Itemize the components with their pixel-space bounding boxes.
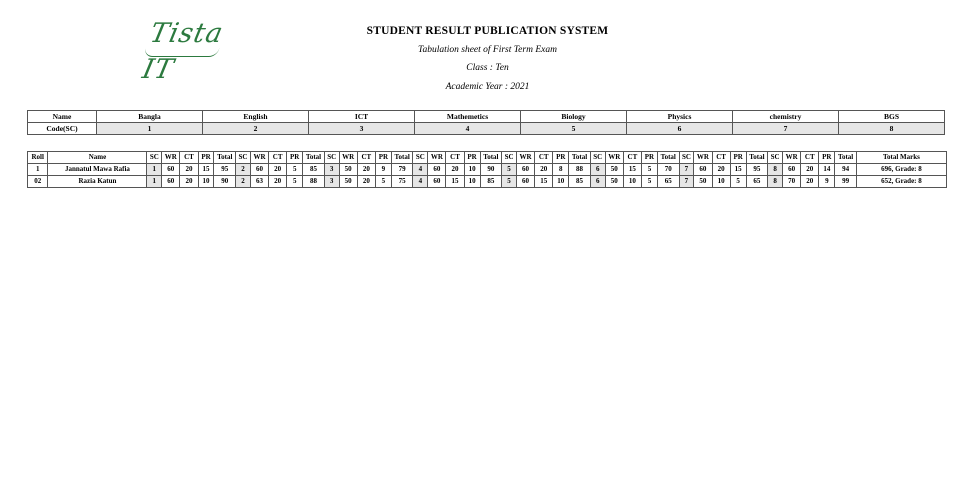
page-title: STUDENT RESULT PUBLICATION SYSTEM xyxy=(366,25,609,37)
mark-column-header: PR xyxy=(730,152,746,164)
mark-cell: 50 xyxy=(694,176,712,188)
mark-cell: 10 xyxy=(553,176,569,188)
mark-cell: 15 xyxy=(730,164,746,176)
mark-column-header: WR xyxy=(605,152,623,164)
mark-column-header: CT xyxy=(535,152,553,164)
subject-code-cell: 7 xyxy=(733,123,839,135)
mark-cell: 20 xyxy=(180,176,198,188)
subject-name-cell: chemistry xyxy=(733,111,839,123)
mark-cell: 15 xyxy=(198,164,214,176)
mark-cell: 85 xyxy=(569,176,591,188)
mark-cell: 70 xyxy=(657,164,679,176)
subject-name-cell: BGS xyxy=(839,111,945,123)
mark-cell: 15 xyxy=(535,176,553,188)
mark-cell: 9 xyxy=(375,164,391,176)
subject-code-mark-cell: 2 xyxy=(236,176,251,188)
mark-column-header: SC xyxy=(502,152,517,164)
subject-code-cell: 1 xyxy=(97,123,203,135)
mark-cell: 95 xyxy=(746,164,768,176)
mark-cell: 20 xyxy=(535,164,553,176)
mark-column-header: SC xyxy=(324,152,339,164)
subject-code-mark-cell: 2 xyxy=(236,164,251,176)
mark-column-header: SC xyxy=(768,152,783,164)
name-header: Name xyxy=(48,152,147,164)
mark-cell: 20 xyxy=(269,164,287,176)
student-name-cell: Razia Katun xyxy=(48,176,147,188)
mark-cell: 10 xyxy=(712,176,730,188)
subject-code-cell: 6 xyxy=(627,123,733,135)
mark-column-header: PR xyxy=(375,152,391,164)
mark-cell: 60 xyxy=(783,164,801,176)
mark-cell: 60 xyxy=(162,176,180,188)
mark-cell: 88 xyxy=(569,164,591,176)
mark-column-header: CT xyxy=(801,152,819,164)
mark-cell: 20 xyxy=(180,164,198,176)
subject-name-cell: ICT xyxy=(309,111,415,123)
subject-code-mark-cell: 6 xyxy=(590,164,605,176)
mark-cell: 60 xyxy=(428,164,446,176)
mark-column-header: PR xyxy=(464,152,480,164)
subject-code-mark-cell: 8 xyxy=(768,176,783,188)
subject-code-mark-cell: 4 xyxy=(413,164,428,176)
mark-cell: 90 xyxy=(214,176,236,188)
subject-name-cell: Biology xyxy=(521,111,627,123)
total-marks-cell: 696, Grade: 8 xyxy=(856,164,946,176)
subject-name-row xyxy=(28,111,945,123)
mark-cell: 20 xyxy=(446,164,464,176)
subject-code-mark-cell: 1 xyxy=(147,176,162,188)
mark-column-header: Total xyxy=(835,152,857,164)
mark-column-header: WR xyxy=(783,152,801,164)
mark-cell: 9 xyxy=(819,176,835,188)
mark-cell: 20 xyxy=(269,176,287,188)
table-row xyxy=(28,164,947,176)
mark-column-header: WR xyxy=(250,152,268,164)
mark-cell: 63 xyxy=(250,176,268,188)
mark-cell: 60 xyxy=(428,176,446,188)
mark-cell: 50 xyxy=(605,176,623,188)
subject-code-mark-cell: 5 xyxy=(502,176,517,188)
subject-name-cell: Physics xyxy=(627,111,733,123)
mark-column-header: PR xyxy=(819,152,835,164)
subject-code-mark-cell: 3 xyxy=(324,164,339,176)
mark-column-header: Total xyxy=(480,152,502,164)
mark-column-header: SC xyxy=(679,152,694,164)
results-header-row xyxy=(28,152,947,164)
mark-column-header: Total xyxy=(569,152,591,164)
mark-column-header: Total xyxy=(746,152,768,164)
mark-column-header: CT xyxy=(712,152,730,164)
mark-column-header: WR xyxy=(162,152,180,164)
mark-column-header: PR xyxy=(642,152,658,164)
mark-cell: 20 xyxy=(357,176,375,188)
mark-cell: 50 xyxy=(605,164,623,176)
total-marks-cell: 652, Grade: 8 xyxy=(856,176,946,188)
mark-column-header: SC xyxy=(236,152,251,164)
mark-column-header: Total xyxy=(214,152,236,164)
roll-cell: 02 xyxy=(28,176,48,188)
mark-cell: 88 xyxy=(303,176,325,188)
mark-column-header: PR xyxy=(287,152,303,164)
mark-column-header: SC xyxy=(413,152,428,164)
mark-cell: 60 xyxy=(250,164,268,176)
mark-cell: 90 xyxy=(480,164,502,176)
total-marks-header: Total Marks xyxy=(856,152,946,164)
subject-name-cell: Mathemetics xyxy=(415,111,521,123)
subject-code-cell: 3 xyxy=(309,123,415,135)
roll-cell: 1 xyxy=(28,164,48,176)
mark-cell: 60 xyxy=(516,164,534,176)
mark-cell: 70 xyxy=(783,176,801,188)
mark-cell: 15 xyxy=(446,176,464,188)
mark-cell: 20 xyxy=(712,164,730,176)
class-label: Class : Ten xyxy=(466,63,509,73)
mark-cell: 5 xyxy=(642,164,658,176)
mark-cell: 8 xyxy=(553,164,569,176)
mark-cell: 60 xyxy=(694,164,712,176)
mark-cell: 50 xyxy=(339,164,357,176)
subject-name-cell: English xyxy=(203,111,309,123)
mark-cell: 10 xyxy=(464,164,480,176)
subject-code-cell: 4 xyxy=(415,123,521,135)
mark-cell: 5 xyxy=(287,176,303,188)
mark-cell: 94 xyxy=(835,164,857,176)
mark-column-header: WR xyxy=(694,152,712,164)
mark-cell: 95 xyxy=(214,164,236,176)
mark-cell: 20 xyxy=(357,164,375,176)
mark-cell: 15 xyxy=(623,164,641,176)
mark-cell: 5 xyxy=(375,176,391,188)
mark-cell: 10 xyxy=(464,176,480,188)
mark-cell: 5 xyxy=(287,164,303,176)
mark-column-header: Total xyxy=(657,152,679,164)
mark-cell: 10 xyxy=(623,176,641,188)
subject-code-cell: 8 xyxy=(839,123,945,135)
mark-column-header: SC xyxy=(147,152,162,164)
mark-column-header: CT xyxy=(269,152,287,164)
mark-column-header: PR xyxy=(553,152,569,164)
mark-cell: 65 xyxy=(657,176,679,188)
mark-cell: 20 xyxy=(801,164,819,176)
mark-column-header: CT xyxy=(446,152,464,164)
exam-subtitle: Tabulation sheet of First Term Exam xyxy=(418,45,557,55)
code-label-cell: Code(SC) xyxy=(28,123,97,135)
mark-column-header: Total xyxy=(303,152,325,164)
subject-code-mark-cell: 7 xyxy=(679,176,694,188)
mark-column-header: WR xyxy=(428,152,446,164)
academic-year: Academic Year : 2021 xyxy=(445,82,530,92)
mark-cell: 85 xyxy=(303,164,325,176)
subject-name-cell: Bangla xyxy=(97,111,203,123)
mark-cell: 50 xyxy=(339,176,357,188)
mark-cell: 85 xyxy=(480,176,502,188)
subject-code-mark-cell: 1 xyxy=(147,164,162,176)
subject-code-mark-cell: 8 xyxy=(768,164,783,176)
subject-code-table xyxy=(27,110,945,135)
mark-column-header: WR xyxy=(516,152,534,164)
mark-column-header: CT xyxy=(357,152,375,164)
subject-code-cell: 5 xyxy=(521,123,627,135)
mark-column-header: SC xyxy=(590,152,605,164)
name-label-cell: Name xyxy=(28,111,97,123)
student-name-cell: Jannatul Mawa Rafia xyxy=(48,164,147,176)
mark-column-header: WR xyxy=(339,152,357,164)
subject-code-row xyxy=(28,123,945,135)
brand-logo-text: Tista IT xyxy=(139,18,227,85)
subject-code-mark-cell: 3 xyxy=(324,176,339,188)
subject-code-mark-cell: 7 xyxy=(679,164,694,176)
mark-cell: 20 xyxy=(801,176,819,188)
mark-cell: 10 xyxy=(198,176,214,188)
results-table xyxy=(27,151,947,188)
mark-cell: 75 xyxy=(391,176,413,188)
mark-column-header: CT xyxy=(180,152,198,164)
mark-cell: 79 xyxy=(391,164,413,176)
mark-cell: 60 xyxy=(516,176,534,188)
mark-column-header: CT xyxy=(623,152,641,164)
mark-cell: 5 xyxy=(642,176,658,188)
subject-code-cell: 2 xyxy=(203,123,309,135)
mark-cell: 60 xyxy=(162,164,180,176)
table-row xyxy=(28,176,947,188)
mark-column-header: PR xyxy=(198,152,214,164)
subject-code-mark-cell: 5 xyxy=(502,164,517,176)
roll-header: Roll xyxy=(28,152,48,164)
subject-code-mark-cell: 4 xyxy=(413,176,428,188)
mark-cell: 99 xyxy=(835,176,857,188)
mark-cell: 14 xyxy=(819,164,835,176)
subject-code-mark-cell: 6 xyxy=(590,176,605,188)
mark-cell: 5 xyxy=(730,176,746,188)
mark-column-header: Total xyxy=(391,152,413,164)
mark-cell: 65 xyxy=(746,176,768,188)
